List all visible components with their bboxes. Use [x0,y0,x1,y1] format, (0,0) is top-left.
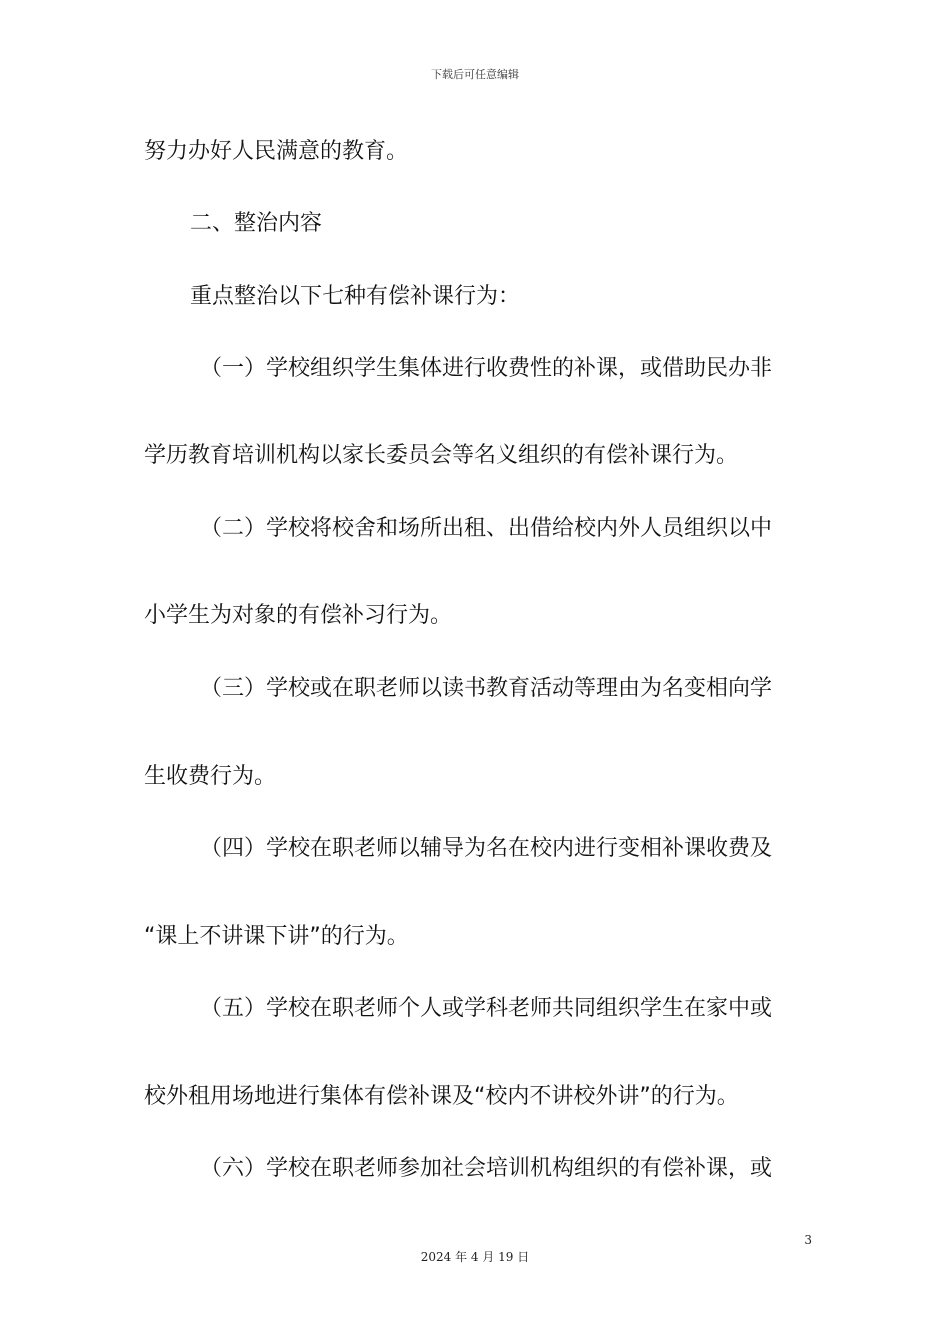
header-note: 下载后可任意编辑 [431,68,519,81]
list-item-6: （六）学校在职老师参加社会培训机构组织的有偿补课，或 [200,1156,773,1181]
list-item-5: （五）学校在职老师个人或学科老师共同组织学生在家中或 [200,996,773,1021]
list-item-1: （一）学校组织学生集体进行收费性的补课，或借助民办非 [200,356,773,381]
text-line: 校外租用场地进行集体有偿补课及“校内不讲校外讲”的行为。 [144,1084,739,1109]
list-item-4: （四）学校在职老师以辅导为名在校内进行变相补课收费及 [200,836,773,861]
text-line: 重点整治以下七种有偿补课行为： [190,284,521,309]
text-line: 小学生为对象的有偿补习行为。 [144,603,453,628]
text-line: 努力办好人民满意的教育。 [144,139,409,164]
text-line: 生收费行为。 [144,764,277,789]
section-heading: 二、整治内容 [190,211,323,236]
text-line: “课上不讲课下讲”的行为。 [144,924,409,949]
page-number: 3 [804,1233,812,1247]
text-line: 学历教育培训机构以家长委员会等名义组织的有偿补课行为。 [144,443,739,468]
footer-date: 2024 年 4 月 19 日 [420,1250,530,1264]
list-item-2: （二）学校将校舍和场所出租、出借给校内外人员组织以中 [200,516,773,541]
list-item-3: （三）学校或在职老师以读书教育活动等理由为名变相向学 [200,676,773,701]
